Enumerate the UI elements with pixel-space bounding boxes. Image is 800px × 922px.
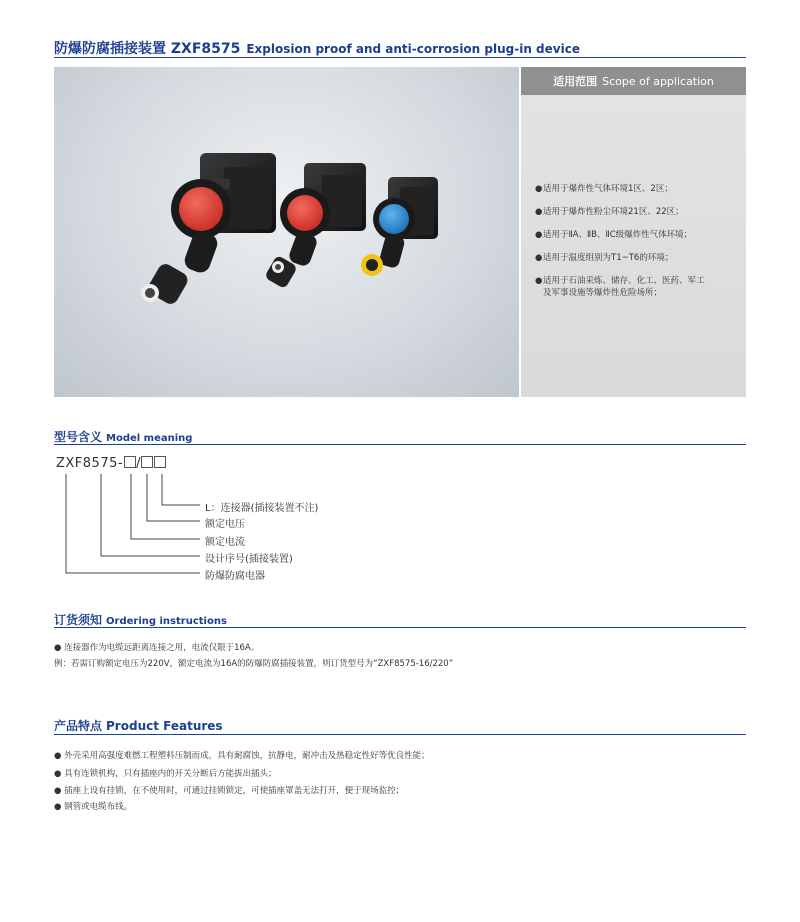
scope-item: ● 适用于爆炸性气体环境1区、2区； <box>535 184 673 194</box>
feature-item: ● 具有连锁机构，只有插座内的开关分断后方能拔出插头； <box>54 769 277 779</box>
scope-item-continuation: 及军事设施等爆炸性危险场所； <box>543 288 663 298</box>
ordering-section-title <box>54 611 227 628</box>
page-title-en: Explosion proof and anti-corrosion plug-in device <box>246 42 580 56</box>
ordering-rule <box>54 627 746 628</box>
scope-title-cn: 适用范围 <box>553 75 598 88</box>
model-label-explosion-proof: 防爆防腐电器 <box>205 571 265 582</box>
model-title-en: Model meaning <box>106 433 193 444</box>
scope-item: ● 适用于ⅡA、ⅡB、ⅡC级爆炸性气体环境； <box>535 230 693 240</box>
page-title-cn: 防爆防腐插接装置 ZXF8575 <box>54 41 241 57</box>
scope-item: ● 适用于爆炸性粉尘环境21区、22区； <box>535 207 684 217</box>
feature-item: ● 外壳采用高强度难燃工程塑料压制而成，具有耐腐蚀，抗静电，耐冲击及热稳定性好等优良性能； <box>54 751 430 761</box>
scope-item: ● 适用于温度组别为T1~T6的环境； <box>535 253 674 263</box>
model-label-voltage: 额定电压 <box>205 519 245 530</box>
features-section-title <box>54 717 223 734</box>
model-label-connector: L：连接器(插接装置不注) <box>205 503 319 514</box>
scope-item: ● 适用于石油采炼、储存、化工、医药、军工 <box>535 276 705 286</box>
model-label-design: 设计序号(插接装置) <box>205 554 293 565</box>
ordering-title-en: Ordering instructions <box>106 616 227 627</box>
feature-item: ● 插座上设有挂锁，在不使用时，可通过挂锁锁定，可使插座罩盖无法打开，便于现场监控； <box>54 786 405 796</box>
features-title-cn: 产品特点 <box>54 719 103 733</box>
ordering-title-cn: 订货须知 <box>54 613 103 627</box>
model-code-separator: / <box>136 456 141 471</box>
ordering-line-2: 例：若需订购额定电压为220V，额定电流为16A的防爆防腐插接装置，则订货型号为“ZXF8575-16/220” <box>54 659 454 669</box>
feature-item: ● 钢管或电缆布线。 <box>54 802 133 812</box>
model-code-prefix: ZXF8575- <box>56 456 124 471</box>
model-label-current: 额定电流 <box>205 537 245 548</box>
scope-title-en: Scope of application <box>602 74 714 88</box>
features-rule <box>54 734 746 735</box>
model-title-cn: 型号含义 <box>54 430 103 444</box>
ordering-line-1: ● 连接器作为电缆远距离连接之用，电流仅限于16A。 <box>54 643 260 653</box>
features-title-en: Product Features <box>106 719 223 733</box>
